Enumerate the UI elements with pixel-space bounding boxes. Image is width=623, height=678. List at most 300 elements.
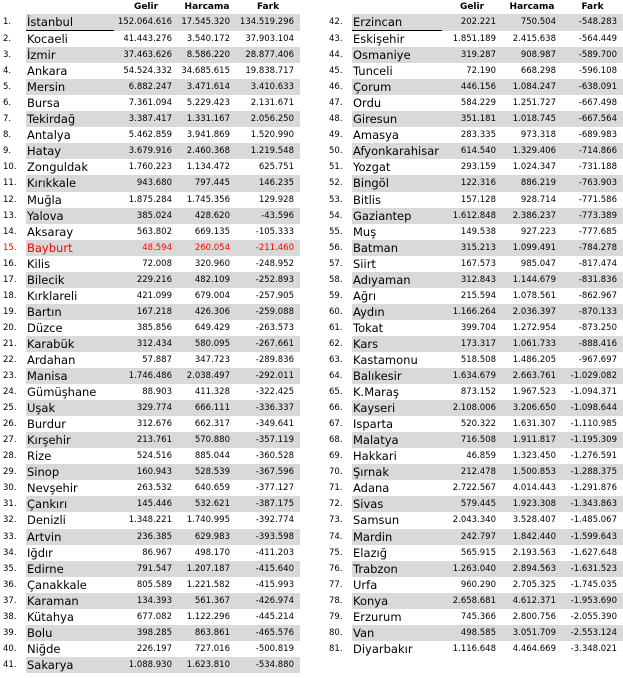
fark-value: -445.214 — [255, 611, 294, 622]
fark-value: -349.641 — [255, 419, 294, 430]
row-number: 25. — [3, 403, 17, 414]
gelir-value: 2.722.567 — [452, 483, 496, 494]
city-name: Hatay — [26, 143, 114, 159]
fark-value: -248.952 — [255, 258, 294, 269]
fark-value: -2.055.390 — [570, 611, 617, 622]
table-row — [0, 496, 300, 512]
harcama-value: 1.923.308 — [502, 496, 562, 512]
gelir-value: 312.676 — [136, 419, 172, 430]
table-row — [326, 416, 623, 432]
header-gelir: Gelir — [133, 2, 159, 12]
table-row — [326, 95, 623, 111]
harcama-value: 2.460.368 — [178, 143, 236, 159]
city-name: Erzurum — [353, 609, 402, 624]
header-harcama: Harcama — [509, 2, 555, 12]
table-row — [0, 95, 300, 111]
harcama-value: 1.272.954 — [512, 322, 556, 333]
fark-value: -831.836 — [562, 272, 623, 288]
row-number: 50. — [329, 146, 343, 157]
city-name: Isparta — [353, 417, 394, 432]
fark-value: -1.343.863 — [562, 496, 623, 512]
gelir-value: 7.361.094 — [128, 98, 172, 109]
gelir-value: 48.594 — [114, 240, 178, 256]
gelir-value: 3.679.916 — [114, 143, 178, 159]
harcama-value: 4.464.669 — [512, 643, 556, 654]
gelir-value: 202.221 — [442, 14, 502, 31]
fark-value: -784.278 — [562, 240, 623, 256]
fark-value: 28.877.406 — [236, 47, 300, 63]
table-row — [326, 432, 623, 448]
city-name: İstanbul — [26, 14, 114, 31]
city-name: Trabzon — [352, 561, 442, 577]
fark-value: -1.029.082 — [562, 368, 623, 384]
harcama-value: 2.415.638 — [512, 33, 556, 44]
table-row — [0, 464, 300, 480]
fark-value: -771.586 — [578, 194, 617, 205]
harcama-value: 532.621 — [178, 496, 236, 512]
table-row — [0, 111, 300, 127]
gelir-value: 134.393 — [114, 593, 178, 609]
fark-value: -43.596 — [236, 208, 300, 224]
city-name: Tunceli — [353, 64, 393, 79]
gelir-value: 152.064.616 — [114, 14, 178, 31]
province-table-right — [326, 0, 623, 657]
row-number: 61. — [329, 322, 343, 333]
fark-value: 37.903.104 — [245, 33, 294, 44]
table-row — [0, 561, 300, 577]
row-number: 37. — [3, 595, 17, 606]
harcama-value: 3.528.407 — [512, 515, 556, 526]
fark-value: -1.627.648 — [570, 547, 617, 558]
harcama-value: 2.386.237 — [502, 208, 562, 224]
harcama-value: 3.540.172 — [186, 33, 230, 44]
gelir-value: 122.316 — [442, 175, 502, 191]
harcama-value: 1.207.187 — [178, 561, 236, 577]
table-row — [326, 609, 623, 625]
row-number: 51. — [329, 162, 343, 173]
fark-value: 1.219.548 — [236, 143, 300, 159]
harcama-value: 320.960 — [194, 258, 230, 269]
gelir-value: 315.213 — [442, 240, 502, 256]
fark-value: -596.108 — [578, 66, 617, 77]
harcama-value: 1.144.679 — [502, 272, 562, 288]
table-row — [326, 593, 623, 609]
city-name: Malatya — [352, 432, 442, 448]
harcama-value: 428.620 — [178, 208, 236, 224]
row-number: 72. — [329, 499, 343, 510]
harcama-value: 649.429 — [194, 322, 230, 333]
city-name: Sinop — [26, 464, 114, 480]
gelir-value: 805.589 — [136, 579, 172, 590]
harcama-value: 561.367 — [178, 593, 236, 609]
city-name: Denizli — [27, 513, 66, 528]
fark-value: -763.903 — [562, 175, 623, 191]
fark-value: -1.953.690 — [562, 593, 623, 609]
city-name: Bartın — [26, 304, 114, 320]
gelir-value: 167.573 — [460, 258, 496, 269]
harcama-value: 1.740.995 — [186, 515, 230, 526]
row-number: 69. — [329, 451, 343, 462]
fark-value: -862.967 — [578, 290, 617, 301]
gelir-value: 677.082 — [136, 611, 172, 622]
gelir-value: 329.774 — [114, 400, 178, 416]
gelir-value: 524.516 — [136, 451, 172, 462]
table-row — [0, 320, 300, 336]
table-row — [326, 31, 623, 48]
fark-value: -1.110.985 — [570, 419, 617, 430]
harcama-value: 1.623.810 — [178, 657, 236, 673]
row-number: 79. — [329, 611, 343, 622]
table-row — [326, 448, 623, 464]
gelir-value: 173.317 — [442, 336, 502, 352]
gelir-value: 943.680 — [114, 175, 178, 191]
table-row — [326, 288, 623, 304]
table-row — [0, 127, 300, 143]
harcama-value: 1.331.167 — [178, 111, 236, 127]
harcama-value: 8.586.220 — [178, 47, 236, 63]
row-number: 49. — [329, 130, 343, 141]
fark-value: -773.389 — [562, 208, 623, 224]
row-number: 24. — [3, 387, 17, 398]
fark-value: -817.474 — [578, 258, 617, 269]
city-name: Aydın — [352, 304, 442, 320]
gelir-value: 2.658.681 — [442, 593, 502, 609]
city-name: Iğdır — [27, 545, 53, 560]
city-name: Afyonkarahisar — [352, 143, 442, 159]
city-name: Bilecik — [26, 272, 114, 288]
gelir-value: 312.434 — [114, 336, 178, 352]
fark-value: -3.348.021 — [570, 643, 617, 654]
harcama-value: 5.229.423 — [186, 98, 230, 109]
row-number: 11. — [3, 178, 17, 189]
table-row — [0, 352, 300, 368]
row-number: 65. — [329, 387, 343, 398]
fark-value: 19.838.717 — [245, 66, 294, 77]
province-table-left — [0, 0, 300, 673]
row-number: 55. — [329, 226, 343, 237]
row-number: 32. — [3, 515, 17, 526]
table-row — [326, 143, 623, 159]
city-name: Diyarbakır — [353, 641, 413, 656]
city-name: Mardin — [352, 529, 442, 545]
city-name: Ağrı — [353, 288, 377, 303]
gelir-value: 242.797 — [442, 529, 502, 545]
city-name: Urfa — [353, 577, 378, 592]
gelir-value: 88.903 — [142, 387, 172, 398]
gelir-value: 960.290 — [460, 579, 496, 590]
city-name: Amasya — [353, 128, 399, 143]
table-row — [0, 272, 300, 288]
gelir-value: 791.547 — [114, 561, 178, 577]
row-number: 78. — [329, 595, 343, 606]
row-number: 68. — [329, 435, 343, 446]
harcama-value: 528.539 — [178, 464, 236, 480]
fark-value: 2.056.250 — [236, 111, 300, 127]
row-number: 62. — [329, 338, 343, 349]
gelir-value: 398.285 — [114, 625, 178, 641]
city-name: Bayburt — [26, 240, 114, 256]
row-number: 64. — [329, 371, 343, 382]
row-number: 81. — [329, 643, 343, 654]
city-name: Gaziantep — [352, 208, 442, 224]
city-name: Kayseri — [352, 400, 442, 416]
row-number: 5. — [3, 82, 12, 93]
city-name: Osmaniye — [352, 47, 442, 63]
fark-value: -667.564 — [562, 111, 623, 127]
harcama-value: 411.328 — [194, 387, 230, 398]
row-number: 60. — [329, 306, 343, 317]
harcama-value: 668.298 — [520, 66, 556, 77]
fark-value: -105.333 — [255, 226, 294, 237]
fark-value: -387.175 — [236, 496, 300, 512]
harcama-value: 1.251.727 — [512, 98, 556, 109]
row-number: 77. — [329, 579, 343, 590]
harcama-value: 1.631.307 — [512, 419, 556, 430]
table-row — [0, 368, 300, 384]
fark-value: -1.745.035 — [570, 579, 617, 590]
gelir-value: 72.190 — [466, 66, 496, 77]
harcama-value: 2.894.563 — [502, 561, 562, 577]
harcama-value: 4.014.443 — [512, 483, 556, 494]
gelir-value: 57.887 — [142, 355, 172, 365]
row-number: 75. — [329, 547, 343, 558]
table-row — [0, 529, 300, 545]
gelir-value: 1.851.189 — [452, 33, 496, 44]
fark-value: -465.576 — [236, 625, 300, 641]
table-row — [0, 432, 300, 448]
harcama-value: 863.861 — [178, 625, 236, 641]
harcama-value: 928.714 — [520, 194, 556, 205]
gelir-value: 54.524.332 — [123, 66, 172, 77]
harcama-value: 666.111 — [178, 400, 236, 416]
fark-value: -589.700 — [562, 47, 623, 63]
city-name: Samsun — [353, 513, 400, 528]
table-row — [0, 384, 300, 400]
gelir-value: 2.043.340 — [452, 515, 496, 526]
row-number: 45. — [329, 66, 343, 77]
row-number: 76. — [329, 563, 343, 574]
gelir-value: 149.538 — [460, 226, 496, 237]
city-name: Adıyaman — [352, 272, 442, 288]
row-number: 66. — [329, 403, 343, 414]
row-number: 63. — [329, 355, 343, 365]
city-name: Edirne — [26, 561, 114, 577]
gelir-value: 312.843 — [442, 272, 502, 288]
harcama-value: 482.109 — [178, 272, 236, 288]
city-name: Van — [352, 625, 442, 641]
gelir-value: 1.348.221 — [128, 515, 172, 526]
fark-value: 625.751 — [258, 162, 294, 173]
gelir-value: 421.099 — [136, 290, 172, 301]
city-name: Hakkari — [353, 449, 397, 464]
row-number: 47. — [329, 98, 343, 109]
city-name: Yozgat — [353, 160, 391, 175]
row-number: 53. — [329, 194, 343, 205]
city-name: Konya — [352, 593, 442, 609]
gelir-value: 6.882.247 — [114, 79, 178, 95]
row-number: 14. — [3, 226, 17, 237]
fark-value: 129.928 — [258, 194, 294, 205]
gelir-value: 565.915 — [460, 547, 496, 558]
table-row — [326, 336, 623, 352]
gelir-value: 3.387.417 — [114, 111, 178, 127]
harcama-value: 1.122.296 — [186, 611, 230, 622]
gelir-value: 614.540 — [442, 143, 502, 159]
harcama-value: 1.329.406 — [502, 143, 562, 159]
city-name: K.Maraş — [353, 385, 399, 400]
harcama-value: 1.024.347 — [512, 162, 556, 173]
harcama-value: 347.723 — [194, 355, 230, 365]
row-number: 30. — [3, 483, 17, 494]
row-number: 16. — [3, 258, 17, 269]
gelir-value: 1.634.679 — [442, 368, 502, 384]
row-number: 4. — [3, 66, 12, 77]
fark-value: -360.528 — [255, 451, 294, 462]
gelir-value: 213.761 — [114, 432, 178, 448]
city-name: Siirt — [353, 256, 376, 271]
city-name: Adana — [353, 481, 390, 496]
gelir-value: 5.462.859 — [128, 130, 172, 141]
city-name: Bursa — [27, 96, 60, 111]
row-number: 31. — [3, 499, 17, 510]
row-number: 67. — [329, 419, 343, 430]
gelir-value: 1.263.040 — [442, 561, 502, 577]
harcama-value: 640.659 — [194, 483, 230, 494]
table-row — [326, 256, 623, 272]
harcama-value: 3.051.709 — [502, 625, 562, 641]
fark-value: -500.819 — [255, 643, 294, 654]
gelir-value: 873.152 — [460, 387, 496, 398]
gelir-value: 498.585 — [442, 625, 502, 641]
table-row — [326, 400, 623, 416]
table-row — [326, 368, 623, 384]
table-row — [0, 416, 300, 432]
table-row — [326, 352, 623, 368]
harcama-value: 580.095 — [178, 336, 236, 352]
city-name: Niğde — [27, 641, 61, 656]
fark-value: -426.974 — [236, 593, 300, 609]
table-row — [0, 192, 300, 208]
fark-value: -252.893 — [236, 272, 300, 288]
table-row — [326, 159, 623, 175]
gelir-value: 716.508 — [442, 432, 502, 448]
harcama-value: 1.134.472 — [186, 162, 230, 173]
city-name: Düzce — [27, 320, 63, 335]
harcama-value: 1.500.853 — [502, 464, 562, 480]
fark-value: -415.993 — [255, 579, 294, 590]
gelir-value: 86.967 — [142, 547, 172, 558]
city-name: Giresun — [352, 111, 442, 127]
row-number: 2. — [3, 33, 12, 44]
gelir-value: 263.532 — [136, 483, 172, 494]
harcama-value: 1.323.450 — [512, 451, 556, 462]
row-number: 38. — [3, 611, 17, 622]
gelir-value: 236.385 — [114, 529, 178, 545]
city-name: Manisa — [26, 368, 114, 384]
table-row — [326, 480, 623, 496]
fark-value: -689.983 — [578, 130, 617, 141]
table-row — [326, 240, 623, 256]
gelir-value: 385.024 — [114, 208, 178, 224]
table-row — [326, 304, 623, 320]
harcama-value: 1.061.733 — [502, 336, 562, 352]
row-number: 26. — [3, 419, 17, 430]
gelir-value: 46.859 — [466, 451, 496, 462]
table-body-left — [0, 14, 300, 673]
fark-value: -534.880 — [236, 657, 300, 673]
row-number: 17. — [3, 274, 17, 285]
harcama-value: 34.685.615 — [181, 66, 230, 77]
harcama-value: 2.038.497 — [178, 368, 236, 384]
fark-value: -870.133 — [562, 304, 623, 320]
fark-value: 146.235 — [236, 175, 300, 191]
row-number: 52. — [329, 178, 343, 189]
harcama-value: 908.987 — [502, 47, 562, 63]
city-name: Karaman — [26, 593, 114, 609]
city-name: Artvin — [26, 529, 114, 545]
harcama-value: 1.745.356 — [186, 194, 230, 205]
row-number: 36. — [3, 579, 17, 590]
city-name: İzmir — [26, 47, 114, 63]
harcama-value: 1.084.247 — [502, 79, 562, 95]
fark-value: -714.866 — [562, 143, 623, 159]
row-number: 58. — [329, 274, 343, 285]
row-number: 35. — [3, 563, 17, 574]
row-number: 19. — [3, 306, 17, 317]
gelir-value: 41.443.276 — [123, 33, 172, 44]
harcama-value: 2.036.397 — [502, 304, 562, 320]
row-number: 21. — [3, 338, 17, 349]
city-name: Eskişehir — [352, 31, 442, 48]
fark-value: -367.596 — [236, 464, 300, 480]
header-fark: Fark — [581, 2, 604, 12]
table-row — [326, 512, 623, 528]
table-row — [326, 127, 623, 143]
city-name: Ordu — [353, 96, 382, 111]
harcama-value: 1.221.582 — [186, 579, 230, 590]
city-name: Çorum — [352, 79, 442, 95]
city-name: Kırklareli — [27, 288, 78, 303]
fark-value: -289.836 — [255, 355, 294, 365]
table-row — [0, 512, 300, 528]
fark-value: -322.425 — [255, 387, 294, 398]
table-body-right — [326, 14, 623, 657]
table-row — [0, 31, 300, 48]
harcama-value: 2.193.563 — [512, 547, 556, 558]
city-name: Muğla — [27, 192, 62, 207]
table-row — [0, 657, 300, 673]
table-row — [0, 224, 300, 240]
fark-value: 2.131.671 — [250, 98, 294, 109]
row-number: 70. — [329, 467, 343, 478]
table-row — [326, 641, 623, 657]
row-number: 13. — [3, 210, 17, 221]
row-number: 59. — [329, 290, 343, 301]
gelir-value: 385.856 — [136, 322, 172, 333]
harcama-value: 1.078.561 — [512, 290, 556, 301]
fark-value: -667.498 — [578, 98, 617, 109]
row-number: 54. — [329, 210, 343, 221]
fark-value: -1.291.876 — [570, 483, 617, 494]
city-name: Burdur — [27, 417, 67, 432]
table-row — [0, 641, 300, 657]
gelir-value: 160.943 — [114, 464, 178, 480]
city-name: Ardahan — [27, 353, 76, 367]
gelir-value: 584.229 — [460, 98, 496, 109]
harcama-value: 1.842.440 — [502, 529, 562, 545]
table-row — [326, 63, 623, 79]
gelir-value: 563.802 — [136, 226, 172, 237]
